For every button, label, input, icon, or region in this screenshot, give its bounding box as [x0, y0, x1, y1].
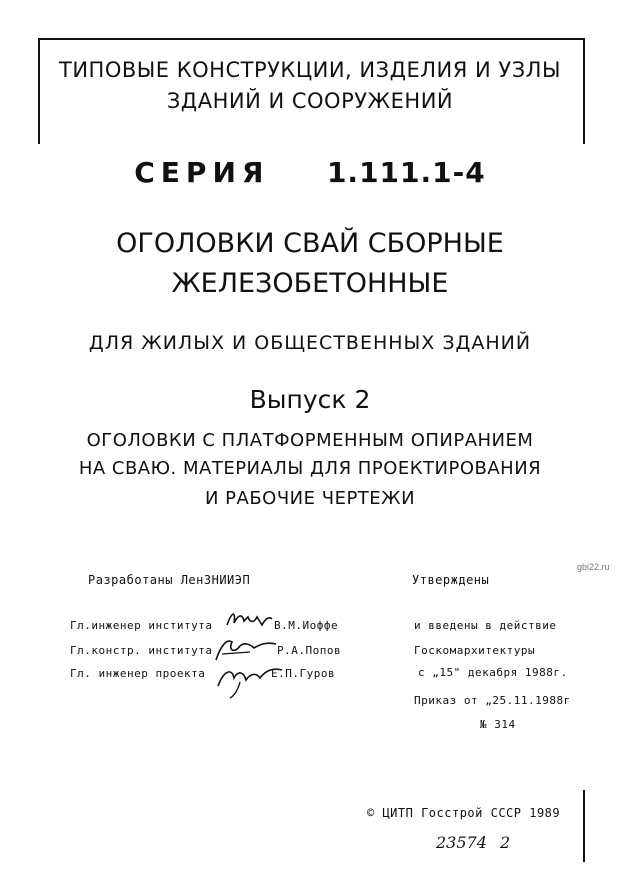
developer-name-2: Р.А.Попов	[277, 644, 342, 657]
approved-order-number: № 314	[480, 718, 516, 731]
developer-role-1: Гл.инженер института	[70, 619, 213, 632]
issue-description-line-2: НА СВАЮ. МАТЕРИАЛЫ ДЛЯ ПРОЕКТИРОВАНИЯ	[78, 458, 542, 479]
issue-description-line-1: ОГОЛОВКИ С ПЛАТФОРМЕННЫМ ОПИРАНИЕМ	[86, 430, 534, 451]
copyright: © ЦИТП Госстрой СССР 1989	[367, 806, 561, 820]
approved-line-1: и введены в действие	[414, 619, 557, 632]
watermark: gbi22.ru	[577, 562, 610, 572]
handwritten-sheet-number: 2	[500, 833, 511, 852]
developer-role-2: Гл.констр. института	[70, 644, 213, 657]
developer-name-1: В.М.Иоффе	[274, 619, 339, 632]
signature-ioffe	[224, 607, 274, 633]
developer-role-3: Гл. инженер проекта	[70, 667, 206, 680]
handwritten-code: 23574	[436, 833, 487, 852]
series-label: СЕРИЯ	[134, 156, 270, 189]
approved-order: Приказ от „25.11.1988г	[414, 694, 571, 707]
frame-bottom-right-vertical	[583, 790, 585, 862]
header-line-1: ТИПОВЫЕ КОНСТРУКЦИИ, ИЗДЕЛИЯ И УЗЛЫ	[59, 58, 561, 82]
document-title-line-2: ЖЕЛЕЗОБЕТОННЫЕ	[171, 268, 449, 299]
developed-heading: Разработаны ЛенЗНИИЭП	[88, 573, 251, 587]
series-heading	[0, 156, 620, 189]
series-number: 1.111.1-4	[326, 156, 486, 189]
frame-top-horizontal	[38, 38, 585, 40]
developer-name-3: Е.П.Гуров	[271, 667, 336, 680]
approved-date: с „15" декабря 1988г.	[418, 666, 568, 679]
issue-label: Выпуск 2	[249, 385, 371, 414]
issue-description-line-3: И РАБОЧИЕ ЧЕРТЕЖИ	[204, 488, 416, 509]
document-title-line-1: ОГОЛОВКИ СВАЙ СБОРНЫЕ	[116, 228, 504, 259]
signature-gurov	[210, 660, 290, 700]
approved-heading: Утверждены	[412, 573, 490, 587]
header-line-2: ЗДАНИЙ И СООРУЖЕНИЙ	[166, 89, 454, 113]
approved-line-2: Госкомархитектуры	[414, 644, 536, 657]
subtitle: ДЛЯ ЖИЛЫХ И ОБЩЕСТВЕННЫХ ЗДАНИЙ	[88, 332, 532, 354]
